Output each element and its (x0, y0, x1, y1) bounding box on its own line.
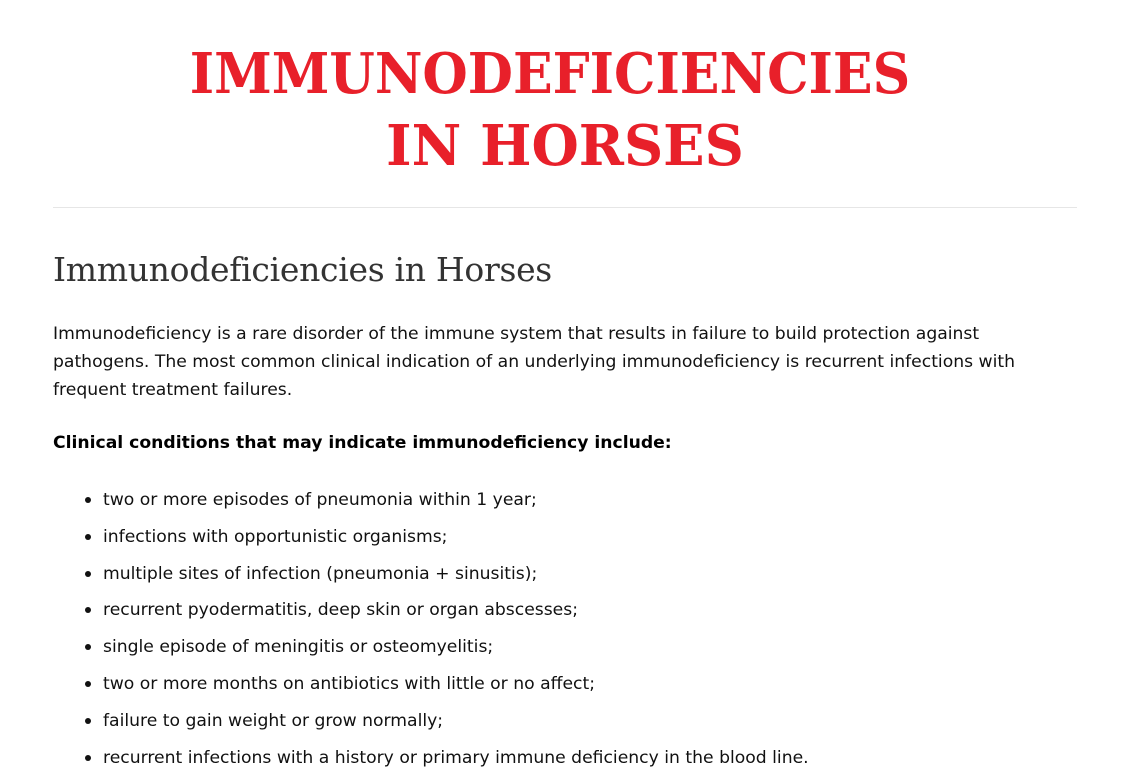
intro-paragraph: Immunodeficiency is a rare disorder of the immune system that results in failure to build protection against pathogens. The most common clinical indication of an underlying immunodeficiency is recurrent infections with frequent treatment failures. (53, 324, 1015, 400)
list-item-text: failure to gain weight or grow normally; (103, 710, 444, 731)
list-item-text: multiple sites of infection (pneumonia + sinusitis); (103, 563, 538, 584)
header-banner (53, 38, 1077, 182)
bullet-icon (85, 718, 91, 724)
list-item (53, 556, 809, 593)
bullet-icon (85, 497, 91, 503)
list-item (53, 519, 809, 556)
list-item-text: single episode of meningitis or osteomyelitis; (103, 637, 494, 658)
conditions-heading: Clinical conditions that may indicate immunodeficiency include: (53, 433, 672, 453)
banner-title-line-1: IMMUNODEFICIENCIES (189, 41, 911, 107)
list-item (53, 592, 809, 629)
list-item (53, 666, 809, 703)
banner-title-line-2: IN HORSES (386, 113, 744, 179)
list-item (53, 740, 809, 777)
bullet-icon (85, 534, 91, 540)
bullet-icon (85, 571, 91, 577)
list-item-text: two or more episodes of pneumonia within 1 year; (103, 490, 537, 510)
list-item (53, 629, 809, 666)
list-item-text: recurrent infections with a history or primary immune deficiency in the blood line. (103, 747, 809, 768)
list-item-text: infections with opportunistic organisms; (103, 526, 448, 547)
bullet-icon (85, 755, 91, 761)
list-item-text: recurrent pyodermatitis, deep skin or organ abscesses; (103, 600, 579, 621)
bullet-icon (85, 607, 91, 613)
header-divider (53, 207, 1077, 208)
list-item-text: two or more months on antibiotics with little or no affect; (103, 673, 596, 694)
bullet-icon (85, 681, 91, 687)
list-item (53, 482, 809, 519)
bullet-icon (85, 644, 91, 650)
conditions-list (53, 482, 809, 776)
page-title: Immunodeficiencies in Horses (53, 250, 552, 289)
list-item (53, 703, 809, 740)
